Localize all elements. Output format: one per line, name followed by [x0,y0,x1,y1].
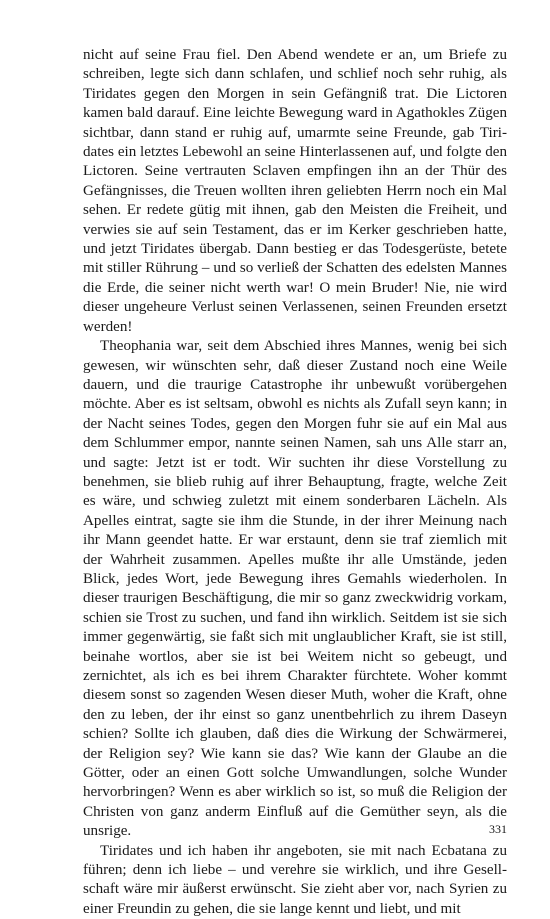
paragraph-3: Tiridates und ich haben ihr angeboten, sie mit nach Ecbatana zu führen; denn ich liebe – und verehre sie wirklich, und ihre Gesellschaft wäre mir äußerst erwünscht. Sie zieht aber vor, nach Syrien zu einer Freundin zu gehen, die sie lange kennt und liebt, und mit [83,842,507,917]
paragraph-1: nicht auf seine Frau fiel. Den Abend wendete er an, um Briefe zu schreiben, legte sich dann schlafen, und schlief noch sehr ruhig, als Tiridates gegen den Morgen in sein Gefängniß trat. Die Lictoren kamen bald darauf. Eine leichte Bewegung ward in Agathokles Zügen sichtbar, dann stand er ruhig auf, umarmte seine Freunde, gab Tiridates ein letztes Lebewohl an seine Hinterlassenen auf, und folgte den Lictoren. Seine vertrauten Sclaven empfingen ihn an der Thür des Gefängnisses, die Treuen wollten ihren geliebten Herrn noch ein Mal sehen. Er redete gütig mit ihnen, gab den Meisten die Freiheit, und verwies sie auf sein Testament, das er im Kerker geschrieben hatte, und jetzt Tiridates übergab. Dann bestieg er das Todesgerüste, betete mit stiller Rührung – und so verließ der Schatten des edelsten Mannes die Erde, die seiner nicht werth war! O mein Bruder! Nie, nie wird dieser ungeheure Verlust seinen Verlassenen, seinen Freunden ersetzt werden! [83,47,507,335]
page-number: 331 [489,822,507,836]
book-page-text [83,46,507,919]
paragraph-2: Theophania war, seit dem Abschied ihres Mannes, wenig bei sich gewesen, wir wünschten sehr, daß dieser Zustand noch eine Weile dauern, und die traurige Catastrophe ihr unbewußt vorübergehen möchte. Aber es ist seltsam, obwohl es nichts als Zufall seyn kann; in der Nacht seines Todes, gegen den Morgen fuhr sie auf ein Mal aus dem Schlummer empor, nannte seinen Namen, sah uns Alle starr an, und sagte: Jetzt ist er todt. Wir suchten ihr diese Vorstellung zu benehmen, sie blieb ruhig auf ihrer Behauptung, fragte, welche Zeit es wäre, und schwieg zuletzt mit einem sonderbaren Lächeln. Als Apelles eintrat, sagte sie ihm die Stunde, in der ihrer Meinung nach ihr Mann geendet hatte. Er war erstaunt, denn sie traf ziemlich mit der Wahrheit zusammen. Apelles mußte ihr alle Umstände, jeden Blick, jedes Wort, jede Bewegung ihres Gemahls wiederholen. In dieser traurigen Beschäftigung, die mir so ganz zweckwidrig vorkam, schien sie Trost zu suchen, und fand ihn wirklich. Seitdem ist sie sich immer gegenwärtig, sie faßt sich mit unglaublicher Kraft, sie ist still, beinahe wortlos, aber sie ist bei Weitem nicht so gebeugt, und zernichtet, als ich es bei ihrem Charakter fürchtete. Woher kommt diesem sonst so zagenden Wesen dieser Muth, woher die Kraft, ohne den zu leben, der ihr einst so ganz unentbehrlich zu ihrem Daseyn schien? Sollte ich glauben, daß dies die Wirkung der Schwärmerei, der Religion sey? Wie kann sie das? Wie kann der Glaube an die Götter, oder an einen Gott solche Umwandlungen, solche Wunder hervorbringen? Wenn es aber wirklich so ist, so muß die Religion der Christen von ganz anderm Einfluß auf die Gemüther seyn, als die unsrige. [83,338,507,840]
